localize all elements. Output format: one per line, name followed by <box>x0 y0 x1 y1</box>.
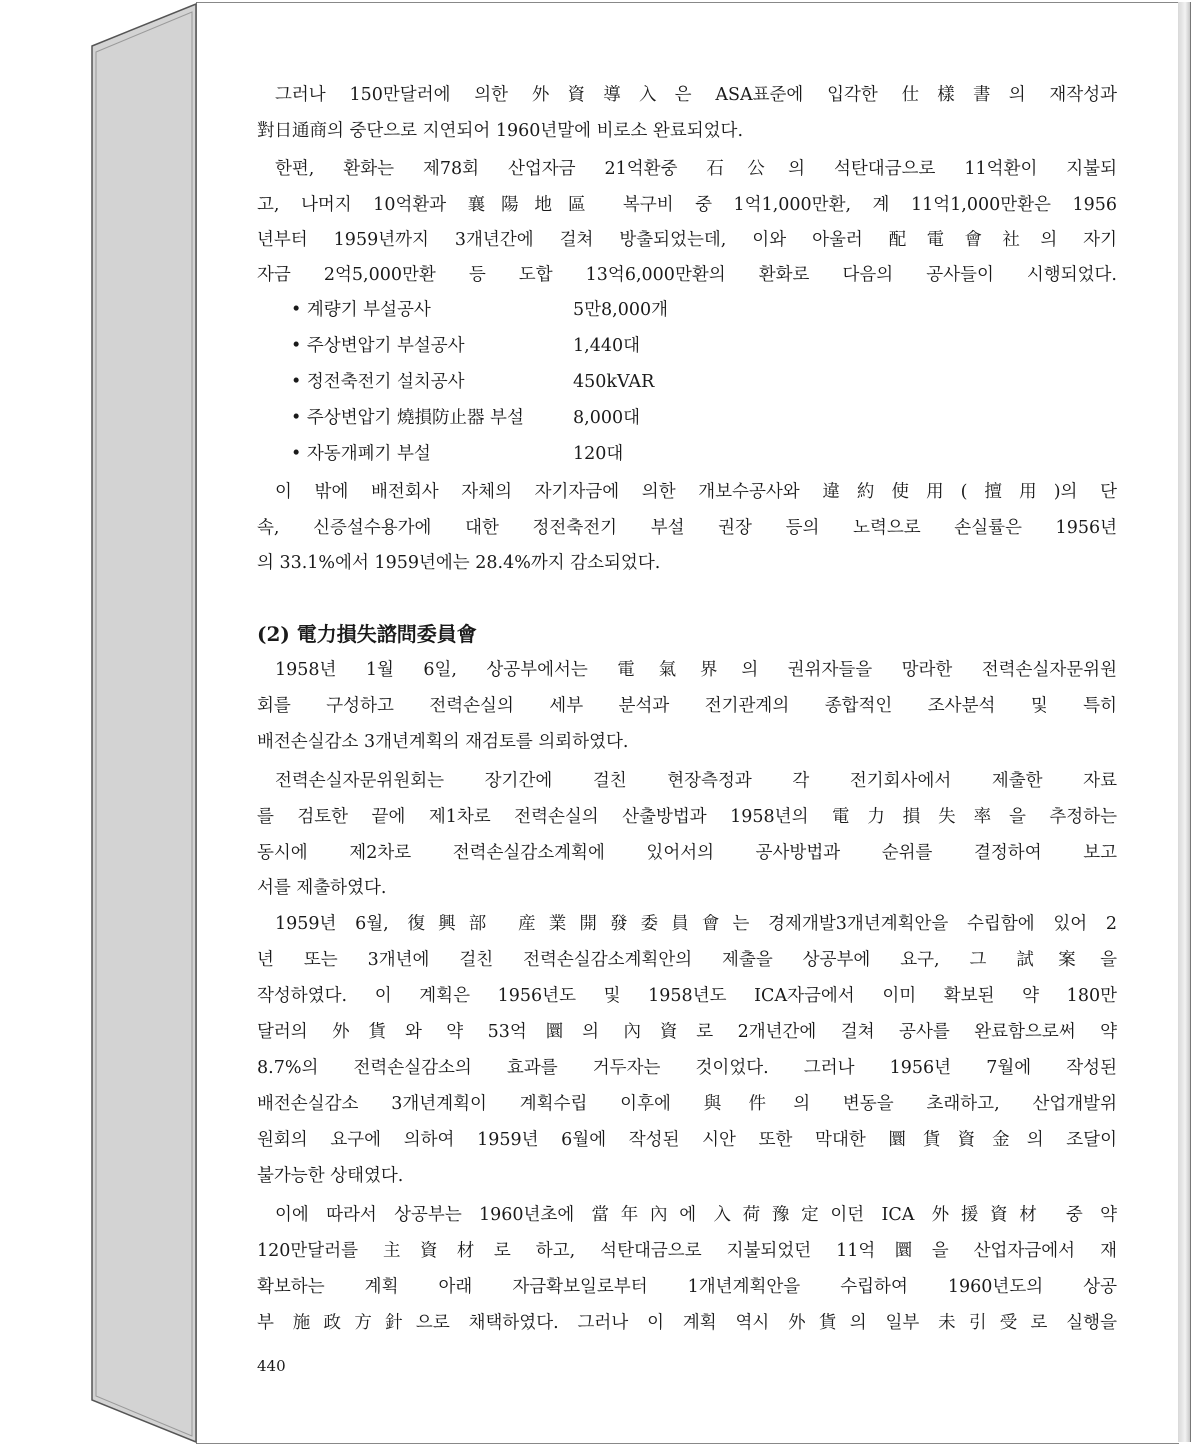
text-line: 불가능한 상태였다. <box>257 1166 404 1186</box>
section-heading: (2) 電力損失諮問委員會 <box>257 622 477 646</box>
text-line: 를 검토한 끝에 제1차로 전력손실의 산출방법과 1958년의 電力損失率을 추정하는 <box>257 807 1117 827</box>
list-item-label: • 자동개폐기 부설 <box>291 444 431 464</box>
text-line: 120만달러를 主資材로 하고, 석탄대금으로 지불되었던 11억圜을 산업자금에서 재 <box>257 1241 1117 1261</box>
text-line: 년부터 1959년까지 3개년간에 걸쳐 방출되었는데, 이와 아울러 配電會社의 자기 <box>257 230 1117 250</box>
text-line: 1958년 1월 6일, 상공부에서는 電氣界의 권위자들을 망라한 전력손실자문위원 <box>275 660 1117 680</box>
text-line: 고, 나머지 10억환과 襄陽地區 복구비 중 1억1,000만환, 계 11억1,000만환은 1956 <box>257 195 1117 215</box>
text-line: 부 施政方針으로 채택하였다. 그러나 이 계획 역시 外貨의 일부 未引受로 실행을 <box>257 1313 1117 1333</box>
list-item-value: 120대 <box>573 444 624 464</box>
list-item-label: • 정전축전기 설치공사 <box>291 372 465 392</box>
page-edge <box>1178 2 1191 1442</box>
text-line: 한편, 환화는 제78회 산업자금 21억환중 石公의 석탄대금으로 11억환이 지불되 <box>275 159 1117 179</box>
text-line: 작성하였다. 이 계획은 1956년도 및 1958년도 ICA자금에서 이미 확보된 약 180만 <box>257 986 1117 1006</box>
text-line: 속, 신증설수용가에 대한 정전축전기 부설 권장 등의 노력으로 손실률은 1956년 <box>257 518 1117 538</box>
page-number: 440 <box>257 1357 286 1375</box>
text-line: 전력손실자문위원회는 장기간에 걸친 현장측정과 각 전기회사에서 제출한 자료 <box>275 771 1117 791</box>
list-item-value: 5만8,000개 <box>573 300 669 320</box>
text-line: 년 또는 3개년에 걸친 전력손실감소계획안의 제출을 상공부에 요구, 그 試案을 <box>257 950 1117 970</box>
text-line: 이 밖에 배전회사 자체의 자기자금에 의한 개보수공사와 違約使用(擅用)의 단 <box>275 482 1117 502</box>
text-line: 자금 2억5,000만환 등 도합 13억6,000만환의 환화로 다음의 공사들이 시행되었다. <box>257 265 1117 285</box>
text-line: 달러의 外貨와 약 53억圜의 內資로 2개년간에 걸쳐 공사를 완료함으로써 약 <box>257 1022 1117 1042</box>
text-line: 배전손실감소 3개년계획이 계획수립 이후에 與件의 변동을 초래하고, 산업개발위 <box>257 1094 1117 1114</box>
list-item-value: 450kVAR <box>573 372 655 392</box>
text-line: 8.7%의 전력손실감소의 효과를 거두자는 것이었다. 그러나 1956년 7월에 작성된 <box>257 1058 1117 1078</box>
text-line: 서를 제출하였다. <box>257 878 387 898</box>
text-line: 이에 따라서 상공부는 1960년초에 當年內에 入荷豫定이던 ICA 外援資材 중 약 <box>275 1205 1117 1225</box>
list-item-label: • 주상변압기 부설공사 <box>291 336 465 356</box>
list-item-label: • 계량기 부설공사 <box>291 300 431 320</box>
text-line: 그러나 150만달러에 의한 外資導入은 ASA표준에 입각한 仕樣書의 재작성과 <box>275 85 1117 105</box>
text-line: 회를 구성하고 전력손실의 세부 분석과 전기관계의 종합적인 조사분석 및 특히 <box>257 696 1117 716</box>
list-item-label: • 주상변압기 燒損防止器 부설 <box>291 408 524 428</box>
text-line: 對日通商의 중단으로 지연되어 1960년말에 비로소 완료되었다. <box>257 121 744 141</box>
text-line: 원회의 요구에 의하여 1959년 6월에 작성된 시안 또한 막대한 圜貨資金의 조달이 <box>257 1130 1117 1150</box>
text-line: 1959년 6월, 復興部 産業開發委員會는 경제개발3개년계획안을 수립함에 있어 2 <box>275 914 1117 934</box>
text-line: 동시에 제2차로 전력손실감소계획에 있어서의 공사방법과 순위를 결정하여 보고 <box>257 843 1117 863</box>
text-line: 배전손실감소 3개년계획의 재검토를 의뢰하였다. <box>257 732 629 752</box>
list-item-value: 1,440대 <box>573 336 641 356</box>
list-item-value: 8,000대 <box>573 408 641 428</box>
text-line: 확보하는 계획 아래 자금확보일로부터 1개년계획안을 수립하여 1960년도의 상공 <box>257 1277 1117 1297</box>
text-line: 의 33.1%에서 1959년에는 28.4%까지 감소되었다. <box>257 553 661 573</box>
